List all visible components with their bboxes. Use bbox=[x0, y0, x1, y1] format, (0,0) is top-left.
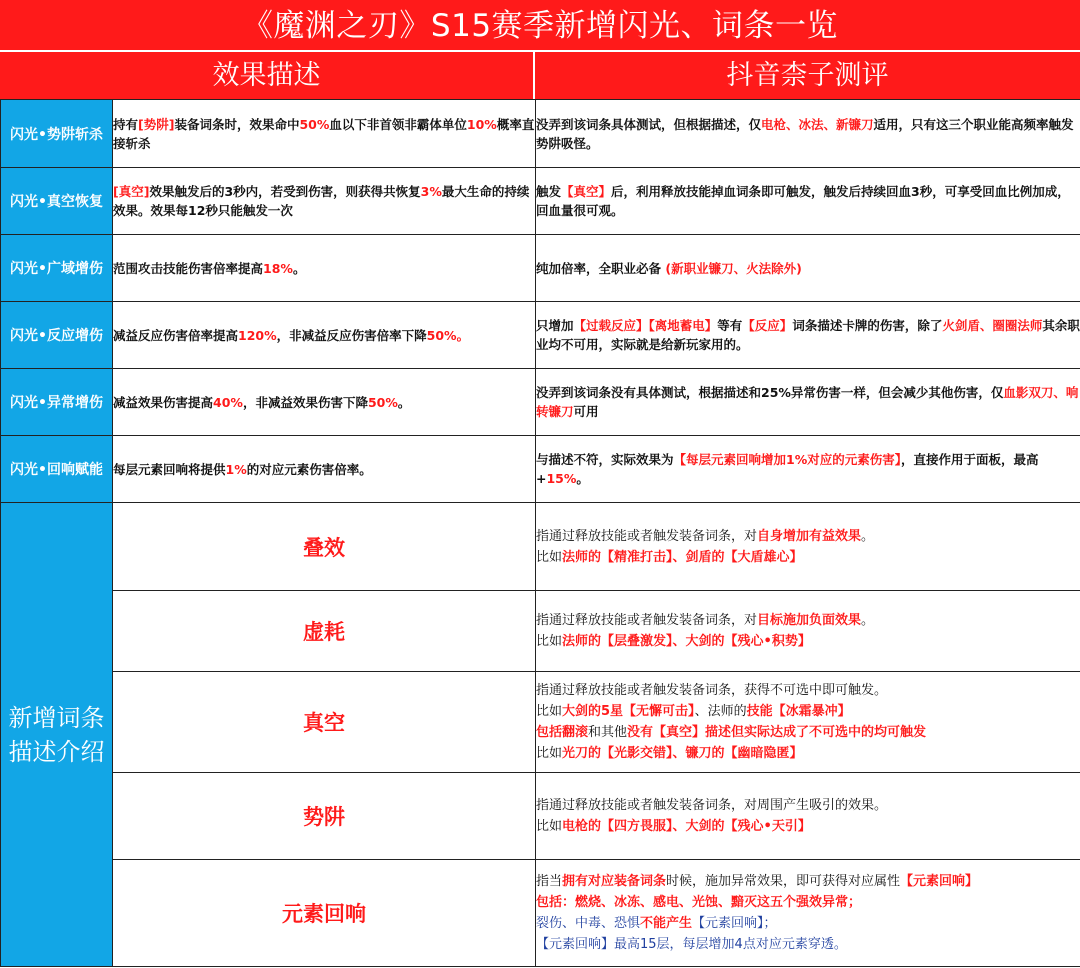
desc-text: ，非减益效果伤害下降 bbox=[242, 394, 368, 410]
explanation-text: 、法师的 bbox=[694, 704, 747, 719]
highlight-text: 1% bbox=[225, 461, 247, 477]
explanation-text: 指通过释放技能或者触发装备词条，获得不可选中即可触发。 bbox=[536, 683, 888, 698]
desc-text: 每层元素回响将提供 bbox=[113, 461, 226, 477]
flash-review bbox=[536, 235, 1080, 302]
review-text: 词条描述卡牌的伤害，除了 bbox=[792, 318, 943, 333]
review-text: 只增加 bbox=[536, 318, 574, 333]
explanation-text: 指通过释放技能或者触发装备词条，对 bbox=[536, 613, 758, 628]
highlight-text: 电枪的【四方畏服】、大剑的【残心•天引】 bbox=[562, 819, 811, 834]
explanation-line bbox=[536, 547, 1080, 568]
explanation-text: 【元素回响】； bbox=[692, 916, 777, 931]
highlight-text: 40% bbox=[213, 394, 243, 410]
highlight-text: 法师的【层叠激发】、大剑的【残心•积势】 bbox=[562, 634, 811, 649]
explanation-text: 比如 bbox=[536, 746, 563, 761]
term-row bbox=[1, 591, 1080, 672]
explanation-text: 比如 bbox=[536, 634, 563, 649]
explanation-line bbox=[536, 701, 1080, 722]
explanation-line bbox=[536, 871, 1080, 892]
explanation-line bbox=[536, 934, 1080, 955]
desc-text: 持有 bbox=[113, 116, 139, 132]
flash-description bbox=[113, 235, 536, 302]
review-text: 可用 bbox=[573, 404, 599, 419]
highlight-text: 包括翻滚 bbox=[536, 725, 589, 740]
flash-row bbox=[1, 235, 1080, 302]
highlight-text: 包括：燃烧、冰冻、感电、光蚀、黯灭这五个强效异常； bbox=[536, 895, 862, 910]
explanation-text: 裂伤、中毒、恐惧 bbox=[536, 916, 641, 931]
term-row bbox=[1, 773, 1080, 860]
explanation-text: 指通过释放技能或者触发装备词条，对周围产生吸引的效果。 bbox=[536, 798, 888, 813]
flash-description bbox=[113, 436, 536, 503]
column-header-review: 抖音柰子测评 bbox=[535, 52, 1080, 99]
desc-text: 减益效果伤害提高 bbox=[113, 394, 214, 410]
highlight-text: 50% bbox=[367, 394, 398, 410]
desc-text: 效果触发后的3秒内，若受到伤害，则获得共恢复 bbox=[149, 184, 421, 199]
flash-review bbox=[536, 168, 1080, 235]
highlight-text: [势阱] bbox=[138, 116, 175, 132]
highlight-text: 光刀的【光影交错】、镰刀的【幽暗隐匿】 bbox=[562, 746, 803, 761]
flash-label: 闪光•真空恢复 bbox=[1, 168, 113, 235]
desc-text: 最大生命的持续效果。效果每12秒只能触发一次 bbox=[113, 184, 530, 218]
desc-text: 的对应元素伤害倍率。 bbox=[246, 461, 372, 477]
term-name: 势阱 bbox=[113, 773, 536, 860]
highlight-text: 目标施加负面效果 bbox=[757, 613, 862, 628]
explanation-line bbox=[536, 795, 1080, 816]
explanation-text: 。 bbox=[861, 528, 875, 544]
highlight-text: 120% bbox=[238, 327, 277, 343]
flash-review bbox=[536, 369, 1080, 436]
highlight-text: 【每层元素回响增加1%对应的元素伤害】 bbox=[673, 452, 901, 467]
flash-label: 闪光•势阱斩杀 bbox=[1, 100, 113, 168]
review-text: 没弄到该词条具体测试，但根据描述，仅 bbox=[536, 116, 762, 132]
highlight-text: 电枪、冰法、新镰刀 bbox=[761, 116, 874, 132]
term-name: 元素回响 bbox=[113, 860, 536, 967]
highlight-text: 自身增加有益效果 bbox=[757, 528, 862, 544]
explanation-text: 和其他 bbox=[588, 725, 628, 740]
flash-row bbox=[1, 168, 1080, 235]
flash-label: 闪光•广域增伤 bbox=[1, 235, 113, 302]
effects-table bbox=[0, 99, 1080, 967]
term-row bbox=[1, 860, 1080, 967]
explanation-text: 指当 bbox=[536, 874, 563, 889]
highlight-text: 法师的【精准打击】、剑盾的【大盾雄心】 bbox=[562, 549, 803, 565]
review-text: 后，利用释放技能掉血词条即可触发，触发后持续回血3秒，可享受回血比例加成，回血量很可观。 bbox=[536, 184, 1070, 218]
term-row bbox=[1, 503, 1080, 591]
review-text: ，直接作用于面板，最高+ bbox=[536, 452, 1039, 486]
highlight-text: 3% bbox=[420, 184, 442, 199]
explanation-line bbox=[536, 816, 1080, 837]
highlight-text: 技能【冰霜暴冲】 bbox=[746, 704, 851, 719]
highlight-text: [真空] bbox=[113, 184, 150, 199]
desc-text: 装备词条时，效果命中 bbox=[174, 116, 300, 132]
term-name: 虚耗 bbox=[113, 591, 536, 672]
page-title: 《魔渊之刃》S15赛季新增闪光、词条一览 bbox=[0, 0, 1080, 52]
review-text: 适用，只有这三个职业能高频率触发势阱吸怪。 bbox=[536, 116, 1074, 151]
highlight-text: 火剑盾、圈圈法师 bbox=[942, 318, 1043, 333]
review-text: 等有 bbox=[717, 318, 743, 333]
review-text: 其余职业均不可用，实际就是给新玩家用的。 bbox=[536, 318, 1080, 352]
flash-label: 闪光•回响赋能 bbox=[1, 436, 113, 503]
flash-label: 闪光•异常增伤 bbox=[1, 369, 113, 436]
flash-row bbox=[1, 302, 1080, 369]
flash-row bbox=[1, 436, 1080, 503]
highlight-text: 18% bbox=[263, 260, 293, 276]
explanation-line bbox=[536, 892, 1080, 913]
highlight-text: 【过载反应】【离地蓄电】 bbox=[573, 318, 718, 333]
explanation-line bbox=[536, 913, 1080, 934]
flash-description bbox=[113, 168, 536, 235]
explanation-line bbox=[536, 722, 1080, 743]
review-text: 与描述不符，实际效果为 bbox=[536, 452, 674, 467]
term-explanation bbox=[536, 672, 1080, 773]
explanation-text: 【元素回响】最高15层，每层增加4点对应元素穿透。 bbox=[536, 937, 847, 952]
highlight-text: 大剑的5星【无懈可击】 bbox=[562, 704, 695, 719]
highlight-text: 不能产生 bbox=[640, 916, 693, 931]
flash-description bbox=[113, 369, 536, 436]
explanation-text: 指通过释放技能或者触发装备词条，对 bbox=[536, 528, 758, 544]
desc-text: 。 bbox=[292, 260, 306, 276]
review-text: 触发 bbox=[536, 184, 562, 199]
column-header-description: 效果描述 bbox=[0, 52, 535, 99]
term-name: 叠效 bbox=[113, 503, 536, 591]
term-row bbox=[1, 672, 1080, 773]
flash-row bbox=[1, 369, 1080, 436]
flash-description bbox=[113, 302, 536, 369]
flash-review bbox=[536, 436, 1080, 503]
flash-row bbox=[1, 100, 1080, 168]
explanation-text: 。 bbox=[861, 613, 875, 628]
flash-label: 闪光•反应增伤 bbox=[1, 302, 113, 369]
review-text: 。 bbox=[576, 471, 589, 486]
explanation-text: 时候，施加异常效果，即可获得对应属性 bbox=[666, 874, 901, 889]
explanation-text: 比如 bbox=[536, 704, 563, 719]
highlight-text: 【元素回响】 bbox=[900, 874, 979, 889]
highlight-text: 50%。 bbox=[426, 327, 470, 343]
highlight-text: (新职业镰刀、火法除外) bbox=[665, 260, 802, 276]
term-explanation bbox=[536, 773, 1080, 860]
highlight-text: 【真空】 bbox=[561, 184, 612, 199]
desc-text: 减益反应伤害倍率提高 bbox=[113, 327, 239, 343]
explanation-line bbox=[536, 743, 1080, 764]
explanation-text: 比如 bbox=[536, 549, 563, 565]
desc-text: 血以下非首领非霸体单位 bbox=[329, 116, 467, 132]
review-text: 没弄到该词条没有具体测试，根据描述和25%异常伤害一样，但会减少其他伤害，仅 bbox=[536, 385, 1004, 400]
desc-text: 范围攻击技能伤害倍率提高 bbox=[113, 260, 264, 276]
explanation-line bbox=[536, 526, 1080, 547]
explanation-line bbox=[536, 680, 1080, 701]
desc-text: 概率直接斩杀 bbox=[113, 116, 535, 151]
highlight-text: 50% bbox=[299, 116, 330, 132]
highlight-text: 没有【真空】描述但实际达成了不可选中的均可触发 bbox=[627, 725, 927, 740]
highlight-text: 拥有对应装备词条 bbox=[562, 874, 667, 889]
desc-text: ，非减益反应伤害倍率下降 bbox=[276, 327, 427, 343]
explanation-text: 比如 bbox=[536, 819, 563, 834]
flash-description bbox=[113, 100, 536, 168]
review-text: 纯加倍率，全职业必备 bbox=[536, 260, 666, 276]
explanation-line bbox=[536, 631, 1080, 652]
highlight-text: 15% bbox=[546, 471, 577, 486]
flash-review bbox=[536, 100, 1080, 168]
terms-section-label: 新增词条 描述介绍 bbox=[1, 503, 113, 967]
flash-review bbox=[536, 302, 1080, 369]
term-name: 真空 bbox=[113, 672, 536, 773]
highlight-text: 血影双刀、响转镰刀 bbox=[536, 385, 1079, 419]
desc-text: 。 bbox=[397, 394, 411, 410]
term-explanation bbox=[536, 503, 1080, 591]
term-explanation bbox=[536, 860, 1080, 967]
term-explanation bbox=[536, 591, 1080, 672]
highlight-text: 【反应】 bbox=[742, 318, 793, 333]
highlight-text: 10% bbox=[466, 116, 497, 132]
explanation-line bbox=[536, 610, 1080, 631]
